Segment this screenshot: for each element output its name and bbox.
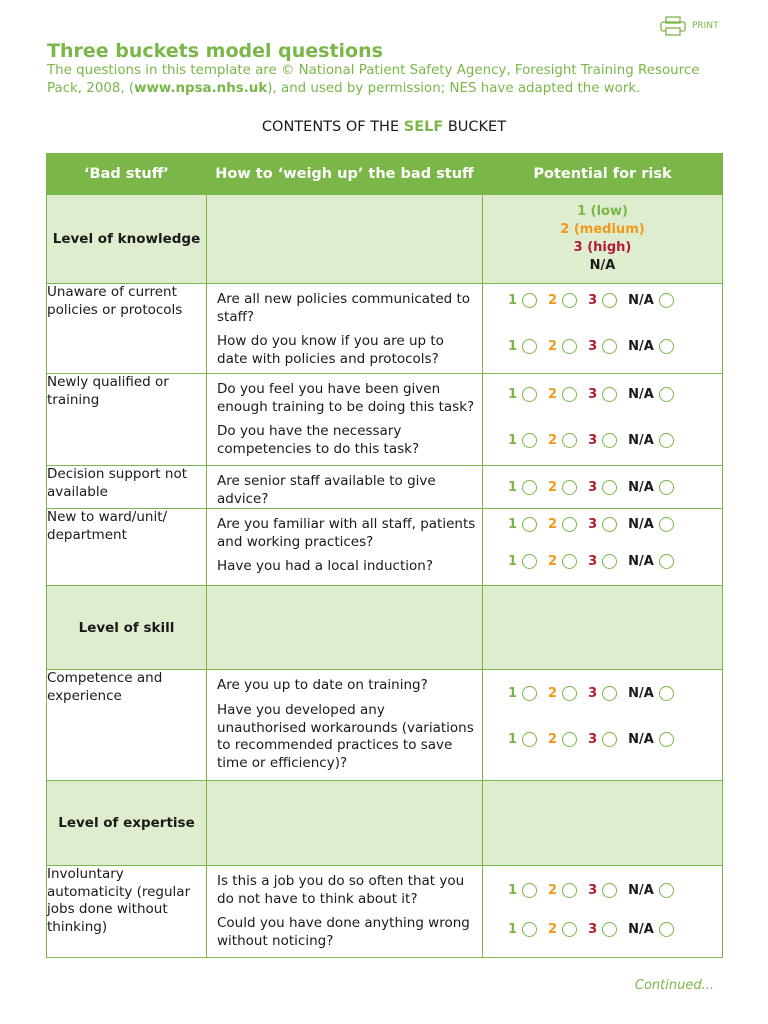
rating-1-radio[interactable] bbox=[522, 732, 537, 747]
rating-2-radio[interactable] bbox=[562, 480, 577, 495]
rating-na-label: N/A bbox=[628, 732, 654, 747]
rating-3-label: 3 bbox=[588, 339, 598, 354]
section-row-knowledge bbox=[47, 195, 723, 284]
intro-after: ), and used by permission; NES have adapted the work. bbox=[267, 81, 641, 96]
row-question: Are senior staff available to give advice? bbox=[217, 473, 436, 507]
row-question: Are you familiar with all staff, patients and working practices? bbox=[217, 516, 476, 550]
rating-3-radio[interactable] bbox=[602, 554, 617, 569]
rating-na-radio[interactable] bbox=[659, 922, 674, 937]
rating-3-radio[interactable] bbox=[602, 517, 617, 532]
rating-1-option[interactable] bbox=[508, 732, 537, 747]
rating-2-label: 2 bbox=[548, 293, 558, 308]
risk-rating bbox=[508, 293, 674, 308]
rating-na-radio[interactable] bbox=[659, 554, 674, 569]
rating-3-option[interactable] bbox=[588, 480, 617, 495]
printer-icon bbox=[660, 16, 686, 36]
rating-1-label: 1 bbox=[508, 686, 518, 701]
rating-1-option[interactable] bbox=[508, 554, 537, 569]
risk-rating bbox=[508, 883, 674, 898]
rating-1-label: 1 bbox=[508, 922, 518, 937]
rating-na-label: N/A bbox=[628, 387, 654, 402]
rating-na-label: N/A bbox=[628, 517, 654, 532]
rating-2-option[interactable] bbox=[548, 883, 577, 898]
table-row bbox=[47, 374, 723, 466]
rating-3-label: 3 bbox=[588, 922, 598, 937]
rating-1-label: 1 bbox=[508, 480, 518, 495]
rating-2-option[interactable] bbox=[548, 686, 577, 701]
rating-3-radio[interactable] bbox=[602, 293, 617, 308]
section-row-skill bbox=[47, 586, 723, 670]
bucket-heading-highlight: SELF bbox=[403, 119, 444, 135]
rating-2-radio[interactable] bbox=[562, 517, 577, 532]
row-question: Are you up to date on training? bbox=[217, 677, 428, 693]
rating-2-label: 2 bbox=[548, 433, 558, 448]
rating-2-label: 2 bbox=[548, 554, 558, 569]
rating-2-radio[interactable] bbox=[562, 387, 577, 402]
legend-na: N/A bbox=[589, 258, 616, 273]
rating-2-option[interactable] bbox=[548, 732, 577, 747]
rating-na-radio[interactable] bbox=[659, 339, 674, 354]
rating-3-radio[interactable] bbox=[602, 883, 617, 898]
rating-1-option[interactable] bbox=[508, 883, 537, 898]
bucket-heading bbox=[0, 119, 768, 135]
rating-3-option[interactable] bbox=[588, 732, 617, 747]
rating-na-label: N/A bbox=[628, 339, 654, 354]
legend-medium: 2 (medium) bbox=[560, 222, 645, 237]
rating-1-label: 1 bbox=[508, 732, 518, 747]
rating-na-radio[interactable] bbox=[659, 433, 674, 448]
rating-1-radio[interactable] bbox=[522, 480, 537, 495]
rating-3-radio[interactable] bbox=[602, 433, 617, 448]
risk-rating bbox=[508, 517, 674, 532]
rating-na-label: N/A bbox=[628, 293, 654, 308]
rating-na-option[interactable] bbox=[628, 517, 674, 532]
risk-rating bbox=[508, 686, 674, 701]
row-question: How do you know if you are up to date with policies and protocols? bbox=[217, 333, 444, 367]
rating-2-label: 2 bbox=[548, 732, 558, 747]
rating-na-option[interactable] bbox=[628, 554, 674, 569]
rating-2-option[interactable] bbox=[548, 339, 577, 354]
legend-low: 1 (low) bbox=[577, 204, 628, 219]
rating-3-label: 3 bbox=[588, 554, 598, 569]
bucket-heading-before: CONTENTS OF THE bbox=[261, 119, 404, 135]
rating-1-label: 1 bbox=[508, 883, 518, 898]
rating-na-radio[interactable] bbox=[659, 480, 674, 495]
rating-3-radio[interactable] bbox=[602, 732, 617, 747]
rating-2-label: 2 bbox=[548, 517, 558, 532]
rating-2-label: 2 bbox=[548, 686, 558, 701]
rating-3-label: 3 bbox=[588, 517, 598, 532]
rating-2-option[interactable] bbox=[548, 480, 577, 495]
row-category: Unaware of current policies or protocols bbox=[47, 284, 207, 374]
questions-table bbox=[46, 153, 723, 958]
row-question: Have you had a local induction? bbox=[217, 558, 433, 574]
row-category: Competence and experience bbox=[47, 670, 207, 781]
table-row bbox=[47, 509, 723, 586]
rating-2-label: 2 bbox=[548, 883, 558, 898]
bucket-heading-after: BUCKET bbox=[443, 119, 507, 135]
rating-3-label: 3 bbox=[588, 883, 598, 898]
rating-3-label: 3 bbox=[588, 480, 598, 495]
rating-2-label: 2 bbox=[548, 387, 558, 402]
copyright-notice bbox=[47, 62, 727, 98]
rating-na-label: N/A bbox=[628, 922, 654, 937]
rating-na-radio[interactable] bbox=[659, 387, 674, 402]
row-category: Involuntary automaticity (regular jobs done without thinking) bbox=[47, 866, 207, 958]
table-row bbox=[47, 284, 723, 374]
header-weigh-up: How to ‘weigh up’ the bad stuff bbox=[207, 154, 483, 195]
intro-before: The questions in this template are © National Patient Safety Agency, Foresight Training Resource Pack, 2008, ( bbox=[47, 63, 700, 96]
rating-1-option[interactable] bbox=[508, 517, 537, 532]
row-category: Decision support not available bbox=[47, 466, 207, 509]
header-bad-stuff: ‘Bad stuff’ bbox=[47, 154, 207, 195]
rating-1-option[interactable] bbox=[508, 433, 537, 448]
rating-3-option[interactable] bbox=[588, 883, 617, 898]
rating-1-option[interactable] bbox=[508, 480, 537, 495]
rating-na-radio[interactable] bbox=[659, 686, 674, 701]
rating-2-option[interactable] bbox=[548, 554, 577, 569]
rating-2-radio[interactable] bbox=[562, 433, 577, 448]
print-label: PRINT bbox=[692, 21, 719, 31]
rating-1-label: 1 bbox=[508, 339, 518, 354]
rating-1-label: 1 bbox=[508, 293, 518, 308]
npsa-link[interactable]: www.npsa.nhs.uk bbox=[134, 81, 268, 96]
rating-1-option[interactable] bbox=[508, 922, 537, 937]
rating-1-option[interactable] bbox=[508, 686, 537, 701]
rating-1-radio[interactable] bbox=[522, 339, 537, 354]
row-question: Have you developed any unauthorised workarounds (variations to recommended practices to save time or efficiency)? bbox=[217, 702, 474, 771]
rating-na-radio[interactable] bbox=[659, 293, 674, 308]
rating-2-option[interactable] bbox=[548, 922, 577, 937]
rating-3-option[interactable] bbox=[588, 922, 617, 937]
rating-1-option[interactable] bbox=[508, 339, 537, 354]
print-button[interactable] bbox=[660, 16, 719, 36]
rating-na-label: N/A bbox=[628, 554, 654, 569]
rating-1-option[interactable] bbox=[508, 387, 537, 402]
rating-1-radio[interactable] bbox=[522, 686, 537, 701]
rating-na-label: N/A bbox=[628, 433, 654, 448]
risk-rating bbox=[508, 732, 674, 747]
rating-na-label: N/A bbox=[628, 480, 654, 495]
rating-na-option[interactable] bbox=[628, 387, 674, 402]
rating-2-option[interactable] bbox=[548, 517, 577, 532]
rating-3-radio[interactable] bbox=[602, 480, 617, 495]
rating-2-radio[interactable] bbox=[562, 883, 577, 898]
section-label: Level of skill bbox=[78, 619, 175, 636]
table-row bbox=[47, 466, 723, 509]
risk-rating bbox=[508, 433, 674, 448]
row-question: Are all new policies communicated to staff? bbox=[217, 291, 471, 325]
rating-1-label: 1 bbox=[508, 517, 518, 532]
rating-na-radio[interactable] bbox=[659, 732, 674, 747]
risk-rating bbox=[508, 387, 674, 402]
rating-2-label: 2 bbox=[548, 480, 558, 495]
rating-3-radio[interactable] bbox=[602, 387, 617, 402]
rating-na-option[interactable] bbox=[628, 293, 674, 308]
rating-3-option[interactable] bbox=[588, 554, 617, 569]
row-question: Do you feel you have been given enough training to be doing this task? bbox=[217, 381, 475, 415]
risk-rating bbox=[508, 480, 674, 495]
page-title: Three buckets model questions bbox=[47, 40, 383, 62]
rating-na-option[interactable] bbox=[628, 686, 674, 701]
rating-na-option[interactable] bbox=[628, 339, 674, 354]
row-question: Do you have the necessary competencies to do this task? bbox=[217, 423, 420, 457]
rating-2-radio[interactable] bbox=[562, 686, 577, 701]
rating-2-label: 2 bbox=[548, 339, 558, 354]
risk-rating bbox=[508, 922, 674, 937]
section-row-expertise bbox=[47, 781, 723, 866]
risk-rating bbox=[508, 339, 674, 354]
risk-rating bbox=[508, 554, 674, 569]
rating-3-label: 3 bbox=[588, 433, 598, 448]
rating-3-option[interactable] bbox=[588, 339, 617, 354]
rating-na-option[interactable] bbox=[628, 732, 674, 747]
rating-na-radio[interactable] bbox=[659, 517, 674, 532]
row-question: Could you have done anything wrong without noticing? bbox=[217, 915, 470, 949]
rating-3-label: 3 bbox=[588, 732, 598, 747]
table-row bbox=[47, 670, 723, 781]
rating-1-radio[interactable] bbox=[522, 883, 537, 898]
rating-3-label: 3 bbox=[588, 293, 598, 308]
row-category: New to ward/unit/ department bbox=[47, 509, 207, 586]
rating-2-radio[interactable] bbox=[562, 339, 577, 354]
rating-2-label: 2 bbox=[548, 922, 558, 937]
rating-na-option[interactable] bbox=[628, 480, 674, 495]
rating-3-option[interactable] bbox=[588, 517, 617, 532]
rating-2-radio[interactable] bbox=[562, 922, 577, 937]
continued-note: Continued... bbox=[634, 978, 714, 993]
rating-1-label: 1 bbox=[508, 433, 518, 448]
risk-legend bbox=[483, 203, 722, 275]
table-row bbox=[47, 866, 723, 958]
rating-1-radio[interactable] bbox=[522, 293, 537, 308]
rating-3-radio[interactable] bbox=[602, 686, 617, 701]
row-category: Newly qualified or training bbox=[47, 374, 207, 466]
rating-3-label: 3 bbox=[588, 686, 598, 701]
rating-3-option[interactable] bbox=[588, 293, 617, 308]
rating-na-label: N/A bbox=[628, 686, 654, 701]
rating-3-label: 3 bbox=[588, 387, 598, 402]
legend-high: 3 (high) bbox=[573, 240, 632, 255]
rating-1-label: 1 bbox=[508, 554, 518, 569]
rating-2-radio[interactable] bbox=[562, 554, 577, 569]
rating-3-radio[interactable] bbox=[602, 922, 617, 937]
rating-na-option[interactable] bbox=[628, 922, 674, 937]
header-potential-risk: Potential for risk bbox=[483, 154, 723, 195]
rating-1-radio[interactable] bbox=[522, 922, 537, 937]
rating-2-radio[interactable] bbox=[562, 732, 577, 747]
rating-2-option[interactable] bbox=[548, 293, 577, 308]
rating-3-option[interactable] bbox=[588, 686, 617, 701]
rating-1-label: 1 bbox=[508, 387, 518, 402]
rating-3-option[interactable] bbox=[588, 387, 617, 402]
rating-1-option[interactable] bbox=[508, 293, 537, 308]
rating-1-radio[interactable] bbox=[522, 433, 537, 448]
row-question: Is this a job you do so often that you do not have to think about it? bbox=[217, 873, 465, 907]
rating-na-label: N/A bbox=[628, 883, 654, 898]
rating-na-radio[interactable] bbox=[659, 883, 674, 898]
rating-1-radio[interactable] bbox=[522, 517, 537, 532]
section-label: Level of expertise bbox=[58, 815, 195, 831]
rating-na-option[interactable] bbox=[628, 883, 674, 898]
rating-3-option[interactable] bbox=[588, 433, 617, 448]
rating-2-option[interactable] bbox=[548, 387, 577, 402]
rating-na-option[interactable] bbox=[628, 433, 674, 448]
rating-1-radio[interactable] bbox=[522, 387, 537, 402]
section-label: Level of knowledge bbox=[52, 231, 201, 247]
rating-1-radio[interactable] bbox=[522, 554, 537, 569]
rating-3-radio[interactable] bbox=[602, 339, 617, 354]
rating-2-radio[interactable] bbox=[562, 293, 577, 308]
rating-2-option[interactable] bbox=[548, 433, 577, 448]
